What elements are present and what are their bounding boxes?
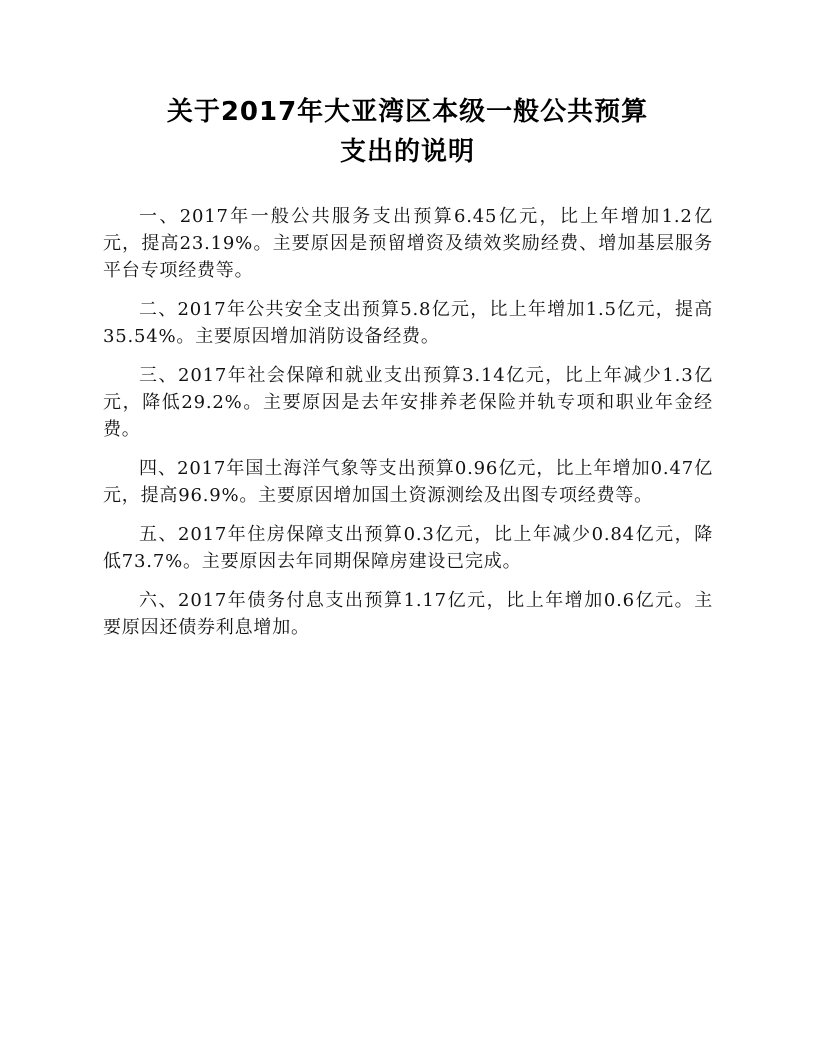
document-title <box>0 92 815 172</box>
title-line-2: 支出的说明 <box>339 137 475 167</box>
paragraph-debt-interest: 六、2017年债务付息支出预算1.17亿元，比上年增加0.6亿元。主要原因还债券利息增加。 <box>103 590 713 638</box>
paragraph-housing-security: 五、2017年住房保障支出预算0.3亿元，比上年减少0.84亿元，降低73.7%。主要原因去年同期保障房建设已完成。 <box>103 524 713 572</box>
document-body <box>103 203 713 653</box>
paragraph-social-security: 三、2017年社会保障和就业支出预算3.14亿元，比上年减少1.3亿元，降低29.2%。主要原因是去年安排养老保险并轨专项和职业年金经费。 <box>103 365 713 440</box>
paragraph-general-public-services: 一、2017年一般公共服务支出预算6.45亿元，比上年增加1.2亿元，提高23.19%。主要原因是预留增资及绩效奖励经费、增加基层服务平台专项经费等。 <box>103 206 713 281</box>
title-line-1: 关于2017年大亚湾区本级一般公共预算 <box>166 97 649 127</box>
paragraph-public-security: 二、2017年公共安全支出预算5.8亿元，比上年增加1.5亿元，提高35.54%。主要原因增加消防设备经费。 <box>103 299 713 347</box>
paragraph-land-ocean-weather: 四、2017年国土海洋气象等支出预算0.96亿元，比上年增加0.47亿元，提高96.9%。主要原因增加国土资源测绘及出图专项经费等。 <box>103 458 713 506</box>
